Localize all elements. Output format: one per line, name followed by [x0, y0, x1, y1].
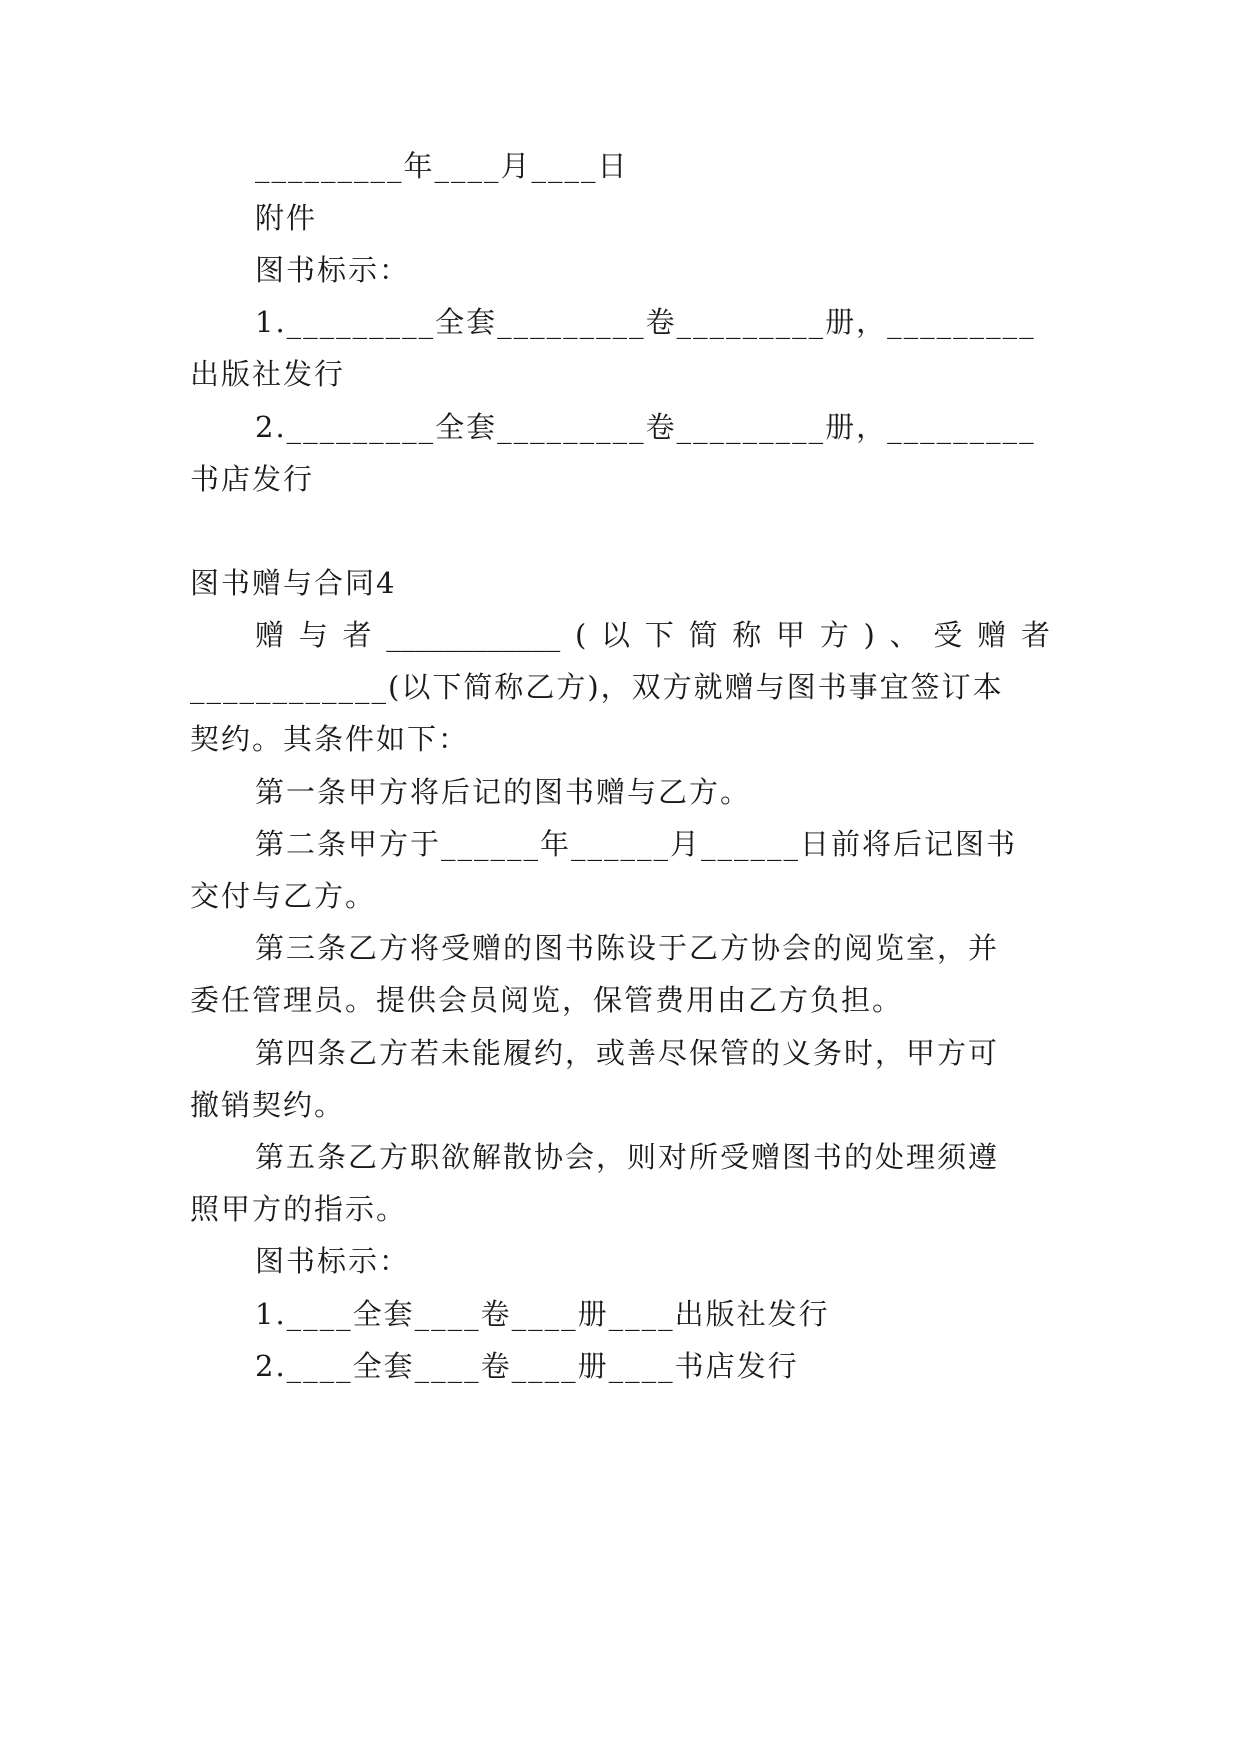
paragraph-1-line-2: ____________(以下简称乙方)，双方就赠与图书事宜签订本 — [190, 670, 1004, 704]
p1-token: 下 — [644, 618, 674, 652]
p1-token: ( — [574, 618, 587, 652]
p1-token: ____________ — [386, 618, 561, 652]
contract-title: 图书赠与合同4 — [190, 566, 397, 600]
article-2-line-2: 交付与乙方。 — [190, 879, 377, 913]
p1-token: 方 — [819, 618, 849, 652]
p1-token: 赠 — [255, 618, 285, 652]
article-5-line-2: 照甲方的指示。 — [190, 1192, 408, 1226]
p1-token: 者 — [1020, 618, 1050, 652]
p1-token: ) — [863, 618, 875, 652]
article-1: 第一条甲方将后记的图书赠与乙方。 — [255, 775, 752, 809]
book-item-b1: 1.____全套____卷____册____出版社发行 — [255, 1297, 830, 1331]
p1-token: 甲 — [776, 618, 806, 652]
book-label: 图书标示： — [255, 253, 411, 287]
book-item-1-line-2: 出版社发行 — [190, 357, 346, 391]
date-line: _________年____月____日 — [255, 149, 629, 183]
book-item-2-line-1: 2._________全套_________卷_________册，_________ — [255, 410, 1036, 444]
p1-token: 以 — [601, 618, 631, 652]
book-item-b2: 2.____全套____卷____册____书店发行 — [255, 1349, 799, 1383]
book-item-2-line-2: 书店发行 — [190, 462, 315, 496]
p1-token: 与 — [298, 618, 328, 652]
p1-token: 简 — [688, 618, 718, 652]
p1-token: 受 — [933, 618, 963, 652]
article-2-line-1: 第二条甲方于______年______月______日前将后记图书 — [255, 827, 1018, 861]
attachment-label: 附件 — [255, 201, 318, 235]
article-4-line-1: 第四条乙方若未能履约，或善尽保管的义务时，甲方可 — [255, 1036, 1000, 1070]
p1-token: 称 — [732, 618, 762, 652]
article-3-line-1: 第三条乙方将受赠的图书陈设于乙方协会的阅览室，并 — [255, 931, 1000, 965]
article-3-line-2: 委任管理员。提供会员阅览，保管费用由乙方负担。 — [190, 983, 904, 1017]
paragraph-1-line-1 — [255, 615, 1050, 655]
article-5-line-1: 第五条乙方职欲解散协会，则对所受赠图书的处理须遵 — [255, 1140, 1000, 1174]
p1-token: 赠 — [977, 618, 1007, 652]
book-label-2: 图书标示： — [255, 1244, 411, 1278]
paragraph-1-line-3: 契约。其条件如下： — [190, 722, 470, 756]
article-4-line-2: 撤销契约。 — [190, 1088, 346, 1122]
p1-token: 、 — [889, 618, 919, 652]
book-item-1-line-1: 1._________全套_________卷_________册，_________ — [255, 305, 1036, 339]
p1-token: 者 — [342, 618, 372, 652]
